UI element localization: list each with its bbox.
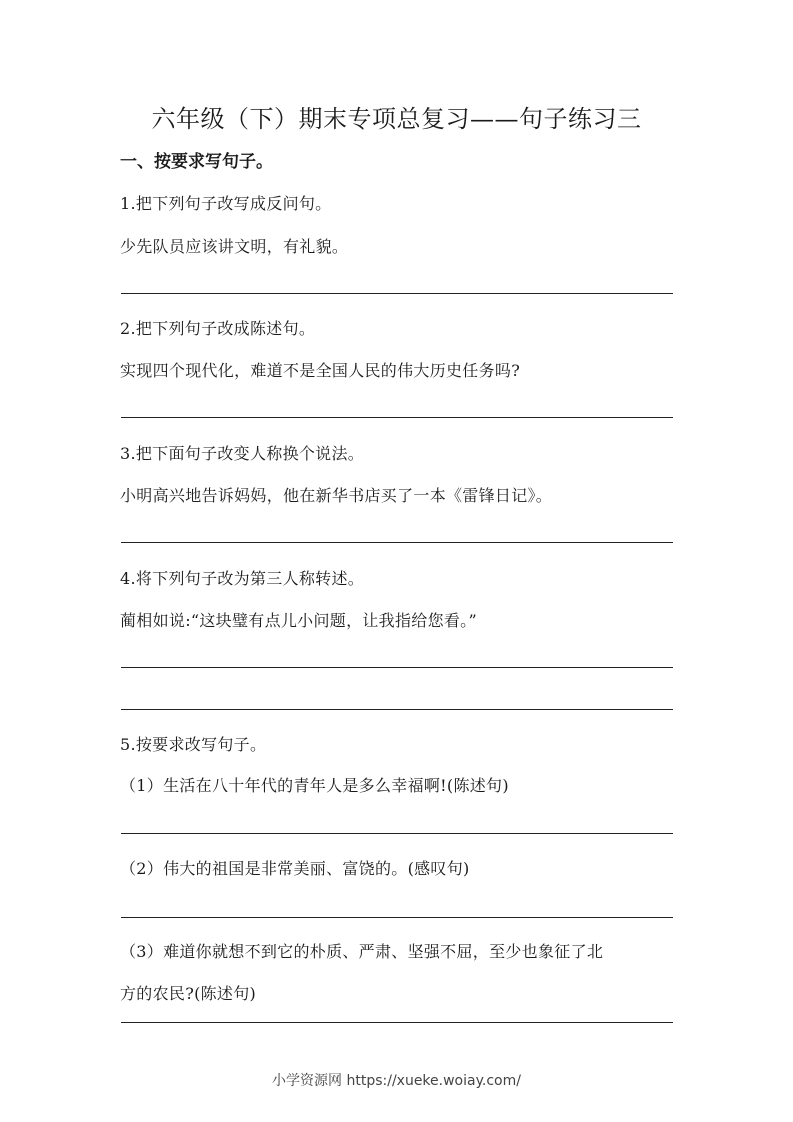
- question-1-prompt: 1.把下列句子改写成反问句。: [120, 194, 332, 213]
- answer-line-3: [121, 542, 673, 543]
- section-heading: 一、按要求写句子。: [120, 152, 273, 172]
- answer-line-5b: [121, 917, 673, 918]
- answer-line-1: [121, 293, 673, 294]
- question-4-sentence: 蔺相如说:“这块璧有点儿小问题，让我指给您看。”: [120, 611, 477, 630]
- answer-line-5c: [121, 1022, 673, 1023]
- question-5-sub-1: （1）生活在八十年代的青年人是多么幸福啊!(陈述句): [120, 776, 509, 795]
- question-4-prompt: 4.将下列句子改为第三人称转述。: [120, 569, 365, 588]
- answer-line-5a: [121, 833, 673, 834]
- question-1-sentence: 少先队员应该讲文明，有礼貌。: [120, 237, 349, 256]
- question-5-sub-3-line-1: （3）难道你就想不到它的朴质、严肃、坚强不屈，至少也象征了北: [120, 942, 604, 961]
- question-5-sub-2: （2）伟大的祖国是非常美丽、富饶的。(感叹句): [120, 859, 470, 878]
- question-3-sentence: 小明高兴地告诉妈妈，他在新华书店买了一本《雷锋日记》。: [120, 486, 553, 505]
- question-2-prompt: 2.把下列句子改成陈述句。: [120, 319, 316, 338]
- answer-line-4b: [121, 709, 673, 710]
- page-title: 六年级（下）期末专项总复习——句子练习三: [151, 105, 642, 133]
- question-5-sub-3-line-2: 方的农民?(陈述句): [120, 984, 257, 1003]
- question-3-prompt: 3.把下面句子改变人称换个说法。: [120, 444, 365, 463]
- answer-line-4a: [121, 667, 673, 668]
- answer-line-2: [121, 417, 673, 418]
- question-5-prompt: 5.按要求改写句子。: [120, 735, 267, 754]
- question-2-sentence: 实现四个现代化，难道不是全国人民的伟大历史任务吗?: [120, 361, 521, 380]
- footer-watermark: 小学资源网 https://xueke.woiay.com/: [272, 1073, 521, 1089]
